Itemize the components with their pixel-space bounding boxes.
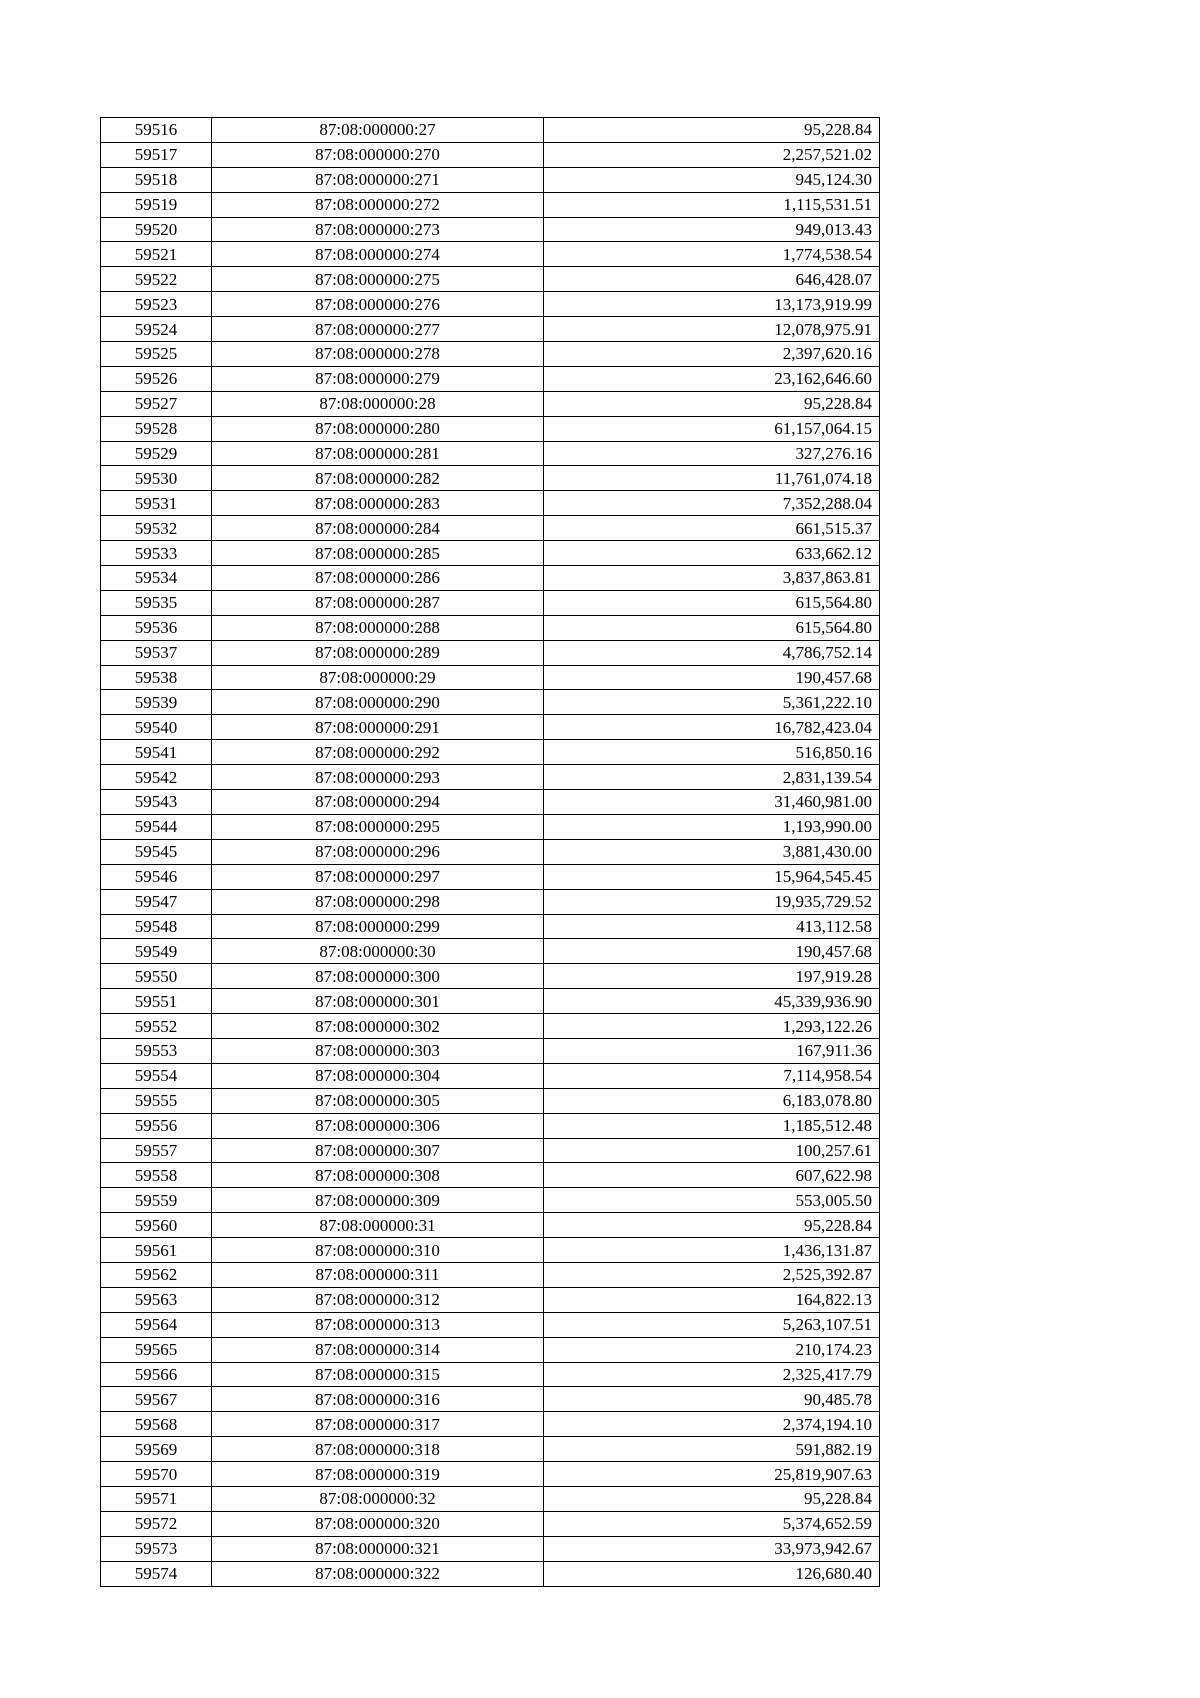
value-cell: 100,257.61 xyxy=(544,1138,880,1163)
row-number-cell: 59573 xyxy=(101,1536,212,1561)
value-cell: 3,881,430.00 xyxy=(544,839,880,864)
table-row xyxy=(101,740,880,765)
value-cell: 591,882.19 xyxy=(544,1437,880,1462)
cadastral-number-cell: 87:08:000000:322 xyxy=(212,1561,544,1586)
value-cell: 2,525,392.87 xyxy=(544,1262,880,1287)
value-cell: 23,162,646.60 xyxy=(544,366,880,391)
cadastral-number-cell: 87:08:000000:272 xyxy=(212,192,544,217)
table-row xyxy=(101,1238,880,1263)
row-number-cell: 59551 xyxy=(101,989,212,1014)
value-cell: 661,515.37 xyxy=(544,516,880,541)
table-row xyxy=(101,342,880,367)
value-cell: 33,973,942.67 xyxy=(544,1536,880,1561)
table-row xyxy=(101,964,880,989)
cadastral-number-cell: 87:08:000000:278 xyxy=(212,342,544,367)
cadastral-number-cell: 87:08:000000:307 xyxy=(212,1138,544,1163)
cadastral-number-cell: 87:08:000000:273 xyxy=(212,217,544,242)
row-number-cell: 59561 xyxy=(101,1238,212,1263)
table-row xyxy=(101,790,880,815)
table-row xyxy=(101,1063,880,1088)
value-cell: 615,564.80 xyxy=(544,615,880,640)
cadastral-number-cell: 87:08:000000:318 xyxy=(212,1437,544,1462)
table-row xyxy=(101,1287,880,1312)
value-cell: 95,228.84 xyxy=(544,1213,880,1238)
value-cell: 2,831,139.54 xyxy=(544,765,880,790)
cadastral-number-cell: 87:08:000000:313 xyxy=(212,1312,544,1337)
table-row xyxy=(101,640,880,665)
row-number-cell: 59565 xyxy=(101,1337,212,1362)
value-cell: 11,761,074.18 xyxy=(544,466,880,491)
cadastral-number-cell: 87:08:000000:292 xyxy=(212,740,544,765)
value-cell: 95,228.84 xyxy=(544,1486,880,1511)
row-number-cell: 59541 xyxy=(101,740,212,765)
table-row xyxy=(101,267,880,292)
row-number-cell: 59540 xyxy=(101,715,212,740)
table-row xyxy=(101,1462,880,1487)
cadastral-number-cell: 87:08:000000:295 xyxy=(212,814,544,839)
value-cell: 190,457.68 xyxy=(544,939,880,964)
value-cell: 90,485.78 xyxy=(544,1387,880,1412)
table-row xyxy=(101,142,880,167)
row-number-cell: 59562 xyxy=(101,1262,212,1287)
row-number-cell: 59552 xyxy=(101,1014,212,1039)
row-number-cell: 59570 xyxy=(101,1462,212,1487)
row-number-cell: 59566 xyxy=(101,1362,212,1387)
table-row xyxy=(101,292,880,317)
value-cell: 949,013.43 xyxy=(544,217,880,242)
row-number-cell: 59564 xyxy=(101,1312,212,1337)
row-number-cell: 59516 xyxy=(101,118,212,143)
value-cell: 327,276.16 xyxy=(544,441,880,466)
cadastral-number-cell: 87:08:000000:309 xyxy=(212,1188,544,1213)
row-number-cell: 59525 xyxy=(101,342,212,367)
value-cell: 95,228.84 xyxy=(544,118,880,143)
value-cell: 2,397,620.16 xyxy=(544,342,880,367)
row-number-cell: 59518 xyxy=(101,167,212,192)
cadastral-number-cell: 87:08:000000:301 xyxy=(212,989,544,1014)
cadastral-number-cell: 87:08:000000:316 xyxy=(212,1387,544,1412)
value-cell: 945,124.30 xyxy=(544,167,880,192)
row-number-cell: 59556 xyxy=(101,1113,212,1138)
value-cell: 126,680.40 xyxy=(544,1561,880,1586)
row-number-cell: 59560 xyxy=(101,1213,212,1238)
cadastral-number-cell: 87:08:000000:311 xyxy=(212,1262,544,1287)
value-cell: 633,662.12 xyxy=(544,541,880,566)
table-row xyxy=(101,1412,880,1437)
cadastral-number-cell: 87:08:000000:315 xyxy=(212,1362,544,1387)
cadastral-number-cell: 87:08:000000:308 xyxy=(212,1163,544,1188)
row-number-cell: 59568 xyxy=(101,1412,212,1437)
row-number-cell: 59526 xyxy=(101,366,212,391)
table-row xyxy=(101,1088,880,1113)
row-number-cell: 59521 xyxy=(101,242,212,267)
value-cell: 5,374,652.59 xyxy=(544,1511,880,1536)
cadastral-number-cell: 87:08:000000:300 xyxy=(212,964,544,989)
row-number-cell: 59522 xyxy=(101,267,212,292)
cadastral-number-cell: 87:08:000000:299 xyxy=(212,914,544,939)
cadastral-number-cell: 87:08:000000:320 xyxy=(212,1511,544,1536)
table-row xyxy=(101,1561,880,1586)
table-row xyxy=(101,1486,880,1511)
table-row xyxy=(101,1262,880,1287)
cadastral-number-cell: 87:08:000000:291 xyxy=(212,715,544,740)
cadastral-number-cell: 87:08:000000:32 xyxy=(212,1486,544,1511)
value-cell: 25,819,907.63 xyxy=(544,1462,880,1487)
row-number-cell: 59542 xyxy=(101,765,212,790)
value-cell: 5,361,222.10 xyxy=(544,690,880,715)
value-cell: 6,183,078.80 xyxy=(544,1088,880,1113)
data-table-body xyxy=(101,118,880,1587)
value-cell: 1,193,990.00 xyxy=(544,814,880,839)
value-cell: 1,185,512.48 xyxy=(544,1113,880,1138)
row-number-cell: 59572 xyxy=(101,1511,212,1536)
cadastral-number-cell: 87:08:000000:293 xyxy=(212,765,544,790)
cadastral-number-cell: 87:08:000000:296 xyxy=(212,839,544,864)
value-cell: 31,460,981.00 xyxy=(544,790,880,815)
row-number-cell: 59529 xyxy=(101,441,212,466)
row-number-cell: 59536 xyxy=(101,615,212,640)
table-row xyxy=(101,939,880,964)
row-number-cell: 59539 xyxy=(101,690,212,715)
table-row xyxy=(101,441,880,466)
value-cell: 16,782,423.04 xyxy=(544,715,880,740)
row-number-cell: 59534 xyxy=(101,566,212,591)
table-row xyxy=(101,1188,880,1213)
row-number-cell: 59547 xyxy=(101,889,212,914)
row-number-cell: 59544 xyxy=(101,814,212,839)
value-cell: 1,774,538.54 xyxy=(544,242,880,267)
cadastral-number-cell: 87:08:000000:270 xyxy=(212,142,544,167)
table-row xyxy=(101,491,880,516)
cadastral-number-cell: 87:08:000000:275 xyxy=(212,267,544,292)
row-number-cell: 59530 xyxy=(101,466,212,491)
cadastral-number-cell: 87:08:000000:304 xyxy=(212,1063,544,1088)
cadastral-number-cell: 87:08:000000:303 xyxy=(212,1038,544,1063)
table-row xyxy=(101,765,880,790)
row-number-cell: 59546 xyxy=(101,864,212,889)
row-number-cell: 59543 xyxy=(101,790,212,815)
value-cell: 3,837,863.81 xyxy=(544,566,880,591)
value-cell: 1,436,131.87 xyxy=(544,1238,880,1263)
row-number-cell: 59554 xyxy=(101,1063,212,1088)
row-number-cell: 59537 xyxy=(101,640,212,665)
table-row xyxy=(101,1113,880,1138)
cadastral-number-cell: 87:08:000000:297 xyxy=(212,864,544,889)
row-number-cell: 59548 xyxy=(101,914,212,939)
table-row xyxy=(101,615,880,640)
table-row xyxy=(101,1038,880,1063)
row-number-cell: 59571 xyxy=(101,1486,212,1511)
table-row xyxy=(101,1387,880,1412)
row-number-cell: 59531 xyxy=(101,491,212,516)
table-row xyxy=(101,317,880,342)
cadastral-number-cell: 87:08:000000:277 xyxy=(212,317,544,342)
value-cell: 45,339,936.90 xyxy=(544,989,880,1014)
table-row xyxy=(101,1138,880,1163)
cadastral-number-cell: 87:08:000000:305 xyxy=(212,1088,544,1113)
table-row xyxy=(101,839,880,864)
cadastral-number-cell: 87:08:000000:298 xyxy=(212,889,544,914)
table-row xyxy=(101,391,880,416)
cadastral-number-cell: 87:08:000000:306 xyxy=(212,1113,544,1138)
table-row xyxy=(101,541,880,566)
table-row xyxy=(101,118,880,143)
table-row xyxy=(101,864,880,889)
table-row xyxy=(101,416,880,441)
value-cell: 61,157,064.15 xyxy=(544,416,880,441)
value-cell: 413,112.58 xyxy=(544,914,880,939)
table-row xyxy=(101,590,880,615)
value-cell: 7,114,958.54 xyxy=(544,1063,880,1088)
value-cell: 615,564.80 xyxy=(544,590,880,615)
value-cell: 646,428.07 xyxy=(544,267,880,292)
row-number-cell: 59558 xyxy=(101,1163,212,1188)
value-cell: 197,919.28 xyxy=(544,964,880,989)
row-number-cell: 59574 xyxy=(101,1561,212,1586)
value-cell: 607,622.98 xyxy=(544,1163,880,1188)
value-cell: 210,174.23 xyxy=(544,1337,880,1362)
table-row xyxy=(101,1437,880,1462)
cadastral-number-cell: 87:08:000000:294 xyxy=(212,790,544,815)
cadastral-number-cell: 87:08:000000:286 xyxy=(212,566,544,591)
value-cell: 95,228.84 xyxy=(544,391,880,416)
table-row xyxy=(101,242,880,267)
value-cell: 190,457.68 xyxy=(544,665,880,690)
row-number-cell: 59533 xyxy=(101,541,212,566)
table-row xyxy=(101,1014,880,1039)
cadastral-number-cell: 87:08:000000:314 xyxy=(212,1337,544,1362)
value-cell: 2,257,521.02 xyxy=(544,142,880,167)
value-cell: 7,352,288.04 xyxy=(544,491,880,516)
row-number-cell: 59535 xyxy=(101,590,212,615)
cadastral-number-cell: 87:08:000000:280 xyxy=(212,416,544,441)
row-number-cell: 59555 xyxy=(101,1088,212,1113)
row-number-cell: 59550 xyxy=(101,964,212,989)
cadastral-number-cell: 87:08:000000:310 xyxy=(212,1238,544,1263)
cadastral-number-cell: 87:08:000000:282 xyxy=(212,466,544,491)
table-row xyxy=(101,1163,880,1188)
cadastral-number-cell: 87:08:000000:312 xyxy=(212,1287,544,1312)
table-row xyxy=(101,466,880,491)
table-row xyxy=(101,167,880,192)
cadastral-number-cell: 87:08:000000:285 xyxy=(212,541,544,566)
row-number-cell: 59567 xyxy=(101,1387,212,1412)
value-cell: 516,850.16 xyxy=(544,740,880,765)
row-number-cell: 59524 xyxy=(101,317,212,342)
row-number-cell: 59538 xyxy=(101,665,212,690)
table-row xyxy=(101,1536,880,1561)
table-row xyxy=(101,217,880,242)
table-row xyxy=(101,914,880,939)
table-row xyxy=(101,192,880,217)
cadastral-number-cell: 87:08:000000:27 xyxy=(212,118,544,143)
cadastral-number-cell: 87:08:000000:28 xyxy=(212,391,544,416)
table-row xyxy=(101,1312,880,1337)
table-row xyxy=(101,1337,880,1362)
cadastral-number-cell: 87:08:000000:30 xyxy=(212,939,544,964)
table-row xyxy=(101,366,880,391)
cadastral-number-cell: 87:08:000000:319 xyxy=(212,1462,544,1487)
data-table xyxy=(100,117,880,1587)
row-number-cell: 59527 xyxy=(101,391,212,416)
table-row xyxy=(101,989,880,1014)
cadastral-number-cell: 87:08:000000:31 xyxy=(212,1213,544,1238)
table-row xyxy=(101,889,880,914)
value-cell: 19,935,729.52 xyxy=(544,889,880,914)
cadastral-number-cell: 87:08:000000:290 xyxy=(212,690,544,715)
cadastral-number-cell: 87:08:000000:321 xyxy=(212,1536,544,1561)
value-cell: 13,173,919.99 xyxy=(544,292,880,317)
cadastral-number-cell: 87:08:000000:283 xyxy=(212,491,544,516)
row-number-cell: 59569 xyxy=(101,1437,212,1462)
row-number-cell: 59528 xyxy=(101,416,212,441)
value-cell: 12,078,975.91 xyxy=(544,317,880,342)
table-row xyxy=(101,1213,880,1238)
value-cell: 4,786,752.14 xyxy=(544,640,880,665)
table-row xyxy=(101,814,880,839)
cadastral-number-cell: 87:08:000000:317 xyxy=(212,1412,544,1437)
value-cell: 164,822.13 xyxy=(544,1287,880,1312)
value-cell: 1,293,122.26 xyxy=(544,1014,880,1039)
row-number-cell: 59519 xyxy=(101,192,212,217)
table-row xyxy=(101,690,880,715)
table-row xyxy=(101,1362,880,1387)
value-cell: 553,005.50 xyxy=(544,1188,880,1213)
row-number-cell: 59523 xyxy=(101,292,212,317)
value-cell: 5,263,107.51 xyxy=(544,1312,880,1337)
row-number-cell: 59532 xyxy=(101,516,212,541)
row-number-cell: 59557 xyxy=(101,1138,212,1163)
row-number-cell: 59549 xyxy=(101,939,212,964)
table-row xyxy=(101,665,880,690)
row-number-cell: 59553 xyxy=(101,1038,212,1063)
table-row xyxy=(101,566,880,591)
value-cell: 15,964,545.45 xyxy=(544,864,880,889)
row-number-cell: 59545 xyxy=(101,839,212,864)
cadastral-number-cell: 87:08:000000:284 xyxy=(212,516,544,541)
cadastral-number-cell: 87:08:000000:289 xyxy=(212,640,544,665)
row-number-cell: 59559 xyxy=(101,1188,212,1213)
table-row xyxy=(101,1511,880,1536)
cadastral-number-cell: 87:08:000000:302 xyxy=(212,1014,544,1039)
cadastral-number-cell: 87:08:000000:276 xyxy=(212,292,544,317)
value-cell: 2,325,417.79 xyxy=(544,1362,880,1387)
cadastral-number-cell: 87:08:000000:287 xyxy=(212,590,544,615)
cadastral-number-cell: 87:08:000000:279 xyxy=(212,366,544,391)
cadastral-number-cell: 87:08:000000:271 xyxy=(212,167,544,192)
value-cell: 2,374,194.10 xyxy=(544,1412,880,1437)
cadastral-number-cell: 87:08:000000:29 xyxy=(212,665,544,690)
row-number-cell: 59517 xyxy=(101,142,212,167)
row-number-cell: 59563 xyxy=(101,1287,212,1312)
cadastral-number-cell: 87:08:000000:274 xyxy=(212,242,544,267)
table-row xyxy=(101,715,880,740)
value-cell: 1,115,531.51 xyxy=(544,192,880,217)
cadastral-number-cell: 87:08:000000:281 xyxy=(212,441,544,466)
cadastral-number-cell: 87:08:000000:288 xyxy=(212,615,544,640)
row-number-cell: 59520 xyxy=(101,217,212,242)
table-row xyxy=(101,516,880,541)
value-cell: 167,911.36 xyxy=(544,1038,880,1063)
